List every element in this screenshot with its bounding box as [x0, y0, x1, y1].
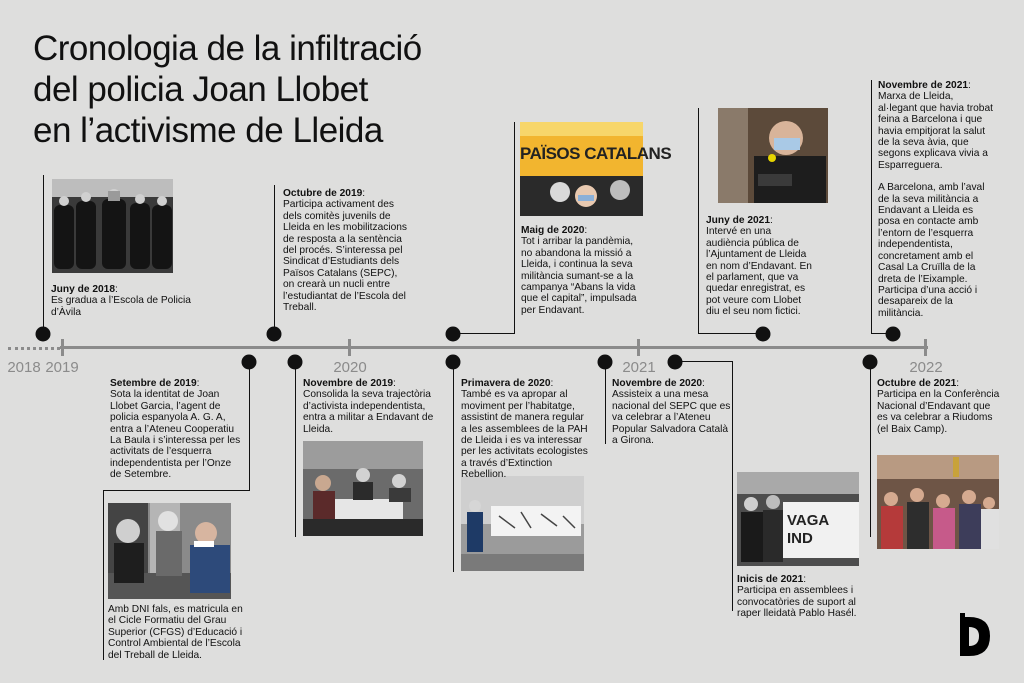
event-date: Novembre de 2019: [303, 378, 394, 389]
event-dot-novembre-2019: [288, 355, 303, 370]
event-text: Participa en la Conferència Nacional d’Endavant que es va celebrar a Riudoms (el Baix Camp).: [877, 389, 1000, 435]
event-text: Consolida la seva trajectòria d’activista independentista, entra a militar a Endavant de Lleida.: [303, 389, 434, 435]
event-dot-primavera-2020: [446, 355, 461, 370]
photo-banner-text: VAGA IND: [787, 512, 829, 547]
photo-hasel-support: [737, 472, 859, 566]
page-title: [33, 28, 553, 151]
event-text: També es va apropar al moviment per l’habitatge, assistint de manera regular a les assemblees de la PAH de Lleida i es va interessar per les activitats ecologistes a través d’Extinction Rebellion.: [461, 389, 588, 481]
event-date: Juny de 2021: [706, 215, 770, 226]
event-juny-2021: Juny de 2021: Intervé en una audiència pública de l’Ajuntament de Lleida en nom d’Endavant. En el parlament, que va quedar enregistrat, es pot veure com Llobet diu el seu nom fictici.: [706, 215, 812, 318]
event-date: Novembre de 2021: [878, 80, 969, 91]
connector-line: [453, 333, 515, 334]
title-line-2: del policia Joan Llobet: [33, 70, 368, 109]
timeline-axis: [60, 346, 928, 349]
connector-line: [698, 333, 763, 334]
connector-line: [103, 490, 104, 660]
photo-habitatge-protest: [461, 476, 584, 571]
event-novembre-2019: Novembre de 2019: Consolida la seva trajectòria d’activista independentista, entra a militar a Endavant de Lleida.: [303, 378, 434, 435]
event-text: Intervé en una audiència pública de l’Ajuntament de Lleida en nom d’Endavant. En el parlament, que va quedar enregistrat, es pot veure com Llobet diu el seu nom fictici.: [706, 226, 812, 318]
timeline-dotted-start: [8, 347, 60, 350]
event-dot-novembre-2020: [598, 355, 613, 370]
connector-line: [605, 362, 606, 444]
photo-endavant-meeting: [303, 441, 423, 536]
tick-2021: [637, 339, 640, 356]
event-text: Assisteix a una mesa nacional del SEPC que es va celebrar a l’Ateneu Popular Salvadora Català a Girona.: [612, 389, 731, 447]
event-text-continued: A Barcelona, amb l’aval de la seva militància a Endavant a Lleida es posa en contacte amb l’entorn de l’esquerra independentista, concretament amb el Casal La Cruïlla de la dreta de l’Eixample. Participa d’una acció i desapareix de la militància.: [878, 182, 985, 319]
tick-2022: [924, 339, 927, 356]
photo-audiencia-publica: [718, 108, 828, 203]
event-date: Octubre de 2019: [283, 188, 363, 199]
event-date: Juny de 2018: [51, 284, 115, 295]
year-label-2019: 2019: [45, 359, 79, 376]
event-novembre-2021: Novembre de 2021: Marxa de Lleida, al·legant que havia trobat feina a Barcelona i que havia empitjorat la salut de la seva àvia, que segons explicava vivia a Esparreguera. A Barcelona, amb l’aval de la seva militància a Endavant a Lleida es posa en contacte amb l’entorn de l’esquerra independentista, concretament amb el Casal La Cruïlla de la dreta de l’Eixample. Participa d’una acció i desapareix de la militància.: [878, 80, 993, 319]
event-text: Es gradua a l’Escola de Policia d’Àvila: [51, 295, 191, 318]
event-dot-octubre-2021: [863, 355, 878, 370]
event-date: Maig de 2020: [521, 225, 585, 236]
connector-line: [249, 362, 250, 490]
tick-2019: [61, 339, 64, 356]
event-inicis-2021: Inicis de 2021: Participa en assemblees i convocatòries de suport al raper lleidatà Pablo Hasél.: [737, 574, 857, 620]
photo-police-graduation: [52, 179, 173, 273]
photo-paisos-catalans-banner: [520, 122, 672, 216]
event-text: Sota la identitat de Joan Llobet Garcia, l’agent de policia espanyola A. G. A, entra a l’Ateneu Cooperatiu La Baula i s’interessa per les activitats de l’esquerra independentista per l’Onze de Setembre.: [110, 389, 241, 481]
connector-line: [43, 175, 44, 335]
d-logo-icon: [957, 613, 993, 659]
event-dot-maig-2020: [446, 327, 461, 342]
connector-line: [675, 361, 733, 362]
event-date: Primavera de 2020: [461, 378, 551, 389]
event-novembre-2020: Novembre de 2020: Assisteix a una mesa nacional del SEPC que es va celebrar a l’Ateneu Popular Salvadora Català a Girona.: [612, 378, 731, 447]
title-line-1: Cronologia de la infiltració: [33, 29, 422, 68]
event-primavera-2020: Primavera de 2020: També es va apropar al moviment per l’habitatge, assistint de manera regular a les assemblees de la PAH de Lleida i es va interessar per les activitats ecologistes a través d’Extinction Rebellion.: [461, 378, 588, 481]
event-date: Setembre de 2019: [110, 378, 197, 389]
event-setembre-2019-dni: [108, 604, 243, 661]
title-line-3: en l’activisme de Lleida: [33, 111, 383, 150]
event-dot-juny-2018: [36, 327, 51, 342]
event-octubre-2021: Octubre de 2021: Participa en la Conferència Nacional d’Endavant que es va celebrar a Riudoms (el Baix Camp).: [877, 378, 1000, 435]
connector-line: [453, 362, 454, 572]
photo-llobet-dni: [108, 503, 231, 599]
connector-line: [274, 185, 275, 335]
year-label-2018: 2018: [7, 359, 41, 376]
event-text: Tot i arribar la pandèmia, no abandona la missió a Lleida, i continua la seva militància sumant-se a la campanya “Abans la vida que el capital”, impulsada per Endavant.: [521, 236, 637, 316]
photo-conferencia-nacional: [877, 455, 999, 549]
event-text: Amb DNI fals, es matricula en el Cicle Formatiu del Grau Superior (CFGS) d’Educació i Control Ambiental de l’Escola del Treball de Lleida.: [108, 604, 243, 661]
connector-line: [103, 490, 250, 491]
event-dot-juny-2021: [756, 327, 771, 342]
event-octubre-2019: Octubre de 2019: Participa activament des dels comitès juvenils de Lleida en les mobilitzacions de resposta a la sentència del procés. S’interessa pel Sindicat d’Estudiants dels Països Catalans (SEPC), on crearà un nucli entre l’estudiantat de l’Escola del Treball.: [283, 188, 408, 314]
event-setembre-2019: Setembre de 2019: Sota la identitat de Joan Llobet Garcia, l’agent de policia espanyola A. G. A, entra a l’Ateneu Cooperatiu La Baula i s’interessa per les activitats de l’esquerra independentista per l’Onze de Setembre.: [110, 378, 241, 481]
year-label-2021: 2021: [622, 359, 656, 376]
connector-line: [514, 122, 515, 334]
event-text: Participa activament des dels comitès juvenils de Lleida en les mobilitzacions de resposta a la sentència del procés. S’interessa pel Sindicat d’Estudiants dels Països Catalans (SEPC), on crearà un nucli entre l’estudiantat de l’Escola del Treball.: [283, 199, 408, 314]
event-juny-2018: Juny de 2018: Es gradua a l’Escola de Policia d’Àvila: [51, 284, 191, 318]
event-text: Marxa de Lleida, al·legant que havia trobat feina a Barcelona i que havia empitjorat la salut de la seva àvia, que segons explicava vivia a Esparreguera.: [878, 91, 993, 171]
tick-2020: [348, 339, 351, 356]
connector-line: [295, 362, 296, 537]
event-date: Octubre de 2021: [877, 378, 957, 389]
year-label-2022: 2022: [909, 359, 943, 376]
event-date: Novembre de 2020: [612, 378, 703, 389]
event-dot-setembre-2019: [242, 355, 257, 370]
year-label-2020: 2020: [333, 359, 367, 376]
photo-banner-text: PAÏSOS CATALANS: [520, 144, 672, 163]
event-date: Inicis de 2021: [737, 574, 804, 585]
connector-line: [698, 108, 699, 333]
event-maig-2020: Maig de 2020: Tot i arribar la pandèmia, no abandona la missió a Lleida, i continua la seva militància sumant-se a la campanya “Abans la vida que el capital”, impulsada per Endavant.: [521, 225, 637, 316]
connector-line: [870, 362, 871, 537]
event-dot-novembre-2021: [886, 327, 901, 342]
event-dot-inicis-2021: [668, 355, 683, 370]
event-text: Participa en assemblees i convocatòries de suport al raper lleidatà Pablo Hasél.: [737, 585, 857, 620]
connector-line: [871, 80, 872, 333]
event-dot-octubre-2019: [267, 327, 282, 342]
